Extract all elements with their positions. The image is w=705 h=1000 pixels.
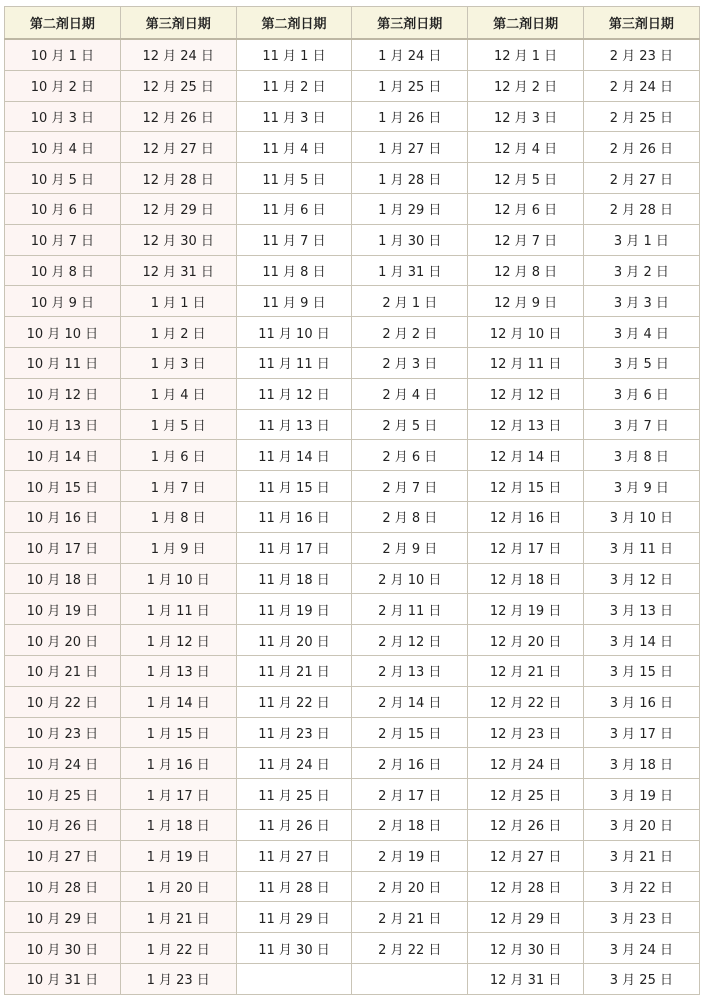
cell-second-dose-oct: 10 月 20 日	[5, 625, 121, 656]
cell-second-dose-oct: 10 月 5 日	[5, 163, 121, 194]
cell-second-dose-nov: 11 月 17 日	[236, 532, 352, 563]
cell-third-dose-dec: 3 月 18 日	[583, 748, 699, 779]
cell-third-dose-dec: 3 月 11 日	[583, 532, 699, 563]
cell-second-dose-nov: 11 月 27 日	[236, 840, 352, 871]
cell-second-dose-dec: 12 月 5 日	[468, 163, 584, 194]
cell-second-dose-oct: 10 月 30 日	[5, 933, 121, 964]
cell-third-dose-dec: 3 月 20 日	[583, 809, 699, 840]
cell-third-dose-nov: 1 月 29 日	[352, 193, 468, 224]
table-row	[5, 532, 700, 563]
cell-second-dose-dec: 12 月 7 日	[468, 224, 584, 255]
cell-third-dose-oct: 1 月 20 日	[120, 871, 236, 902]
cell-third-dose-oct: 1 月 5 日	[120, 409, 236, 440]
cell-third-dose-dec: 2 月 25 日	[583, 101, 699, 132]
cell-second-dose-nov: 11 月 20 日	[236, 625, 352, 656]
table-body	[5, 39, 700, 994]
table-row	[5, 963, 700, 994]
cell-third-dose-dec: 3 月 8 日	[583, 440, 699, 471]
cell-third-dose-nov: 1 月 24 日	[352, 39, 468, 70]
cell-third-dose-nov: 2 月 1 日	[352, 286, 468, 317]
header-second-dose-nov: 第二剤日期	[236, 7, 352, 40]
cell-second-dose-oct: 10 月 28 日	[5, 871, 121, 902]
cell-second-dose-dec: 12 月 22 日	[468, 686, 584, 717]
cell-second-dose-oct: 10 月 26 日	[5, 809, 121, 840]
table-row	[5, 686, 700, 717]
cell-third-dose-dec: 3 月 3 日	[583, 286, 699, 317]
cell-second-dose-nov: 11 月 10 日	[236, 317, 352, 348]
cell-second-dose-oct: 10 月 21 日	[5, 655, 121, 686]
table-row	[5, 655, 700, 686]
cell-third-dose-dec: 3 月 25 日	[583, 963, 699, 994]
cell-second-dose-dec: 12 月 31 日	[468, 963, 584, 994]
cell-second-dose-dec: 12 月 14 日	[468, 440, 584, 471]
cell-third-dose-nov: 2 月 8 日	[352, 501, 468, 532]
cell-third-dose-nov: 2 月 21 日	[352, 902, 468, 933]
table-row	[5, 840, 700, 871]
cell-second-dose-nov: 11 月 15 日	[236, 471, 352, 502]
cell-second-dose-dec: 12 月 20 日	[468, 625, 584, 656]
cell-second-dose-oct: 10 月 4 日	[5, 132, 121, 163]
cell-second-dose-oct: 10 月 23 日	[5, 717, 121, 748]
cell-third-dose-oct: 1 月 11 日	[120, 594, 236, 625]
cell-third-dose-dec: 3 月 4 日	[583, 317, 699, 348]
cell-third-dose-dec: 3 月 5 日	[583, 347, 699, 378]
cell-second-dose-nov: 11 月 21 日	[236, 655, 352, 686]
cell-second-dose-nov: 11 月 18 日	[236, 563, 352, 594]
cell-second-dose-dec: 12 月 23 日	[468, 717, 584, 748]
header-third-dose-nov: 第三剤日期	[352, 7, 468, 40]
cell-second-dose-oct: 10 月 2 日	[5, 70, 121, 101]
cell-third-dose-oct: 12 月 30 日	[120, 224, 236, 255]
table-row	[5, 193, 700, 224]
cell-second-dose-dec: 12 月 18 日	[468, 563, 584, 594]
cell-second-dose-oct: 10 月 14 日	[5, 440, 121, 471]
cell-second-dose-dec: 12 月 8 日	[468, 255, 584, 286]
cell-second-dose-dec: 12 月 29 日	[468, 902, 584, 933]
cell-third-dose-nov: 2 月 22 日	[352, 933, 468, 964]
cell-third-dose-oct: 12 月 28 日	[120, 163, 236, 194]
table-row	[5, 594, 700, 625]
cell-third-dose-nov: 2 月 11 日	[352, 594, 468, 625]
cell-third-dose-dec: 3 月 1 日	[583, 224, 699, 255]
cell-third-dose-oct: 12 月 29 日	[120, 193, 236, 224]
table-row	[5, 163, 700, 194]
cell-third-dose-dec: 2 月 27 日	[583, 163, 699, 194]
cell-second-dose-oct: 10 月 6 日	[5, 193, 121, 224]
cell-third-dose-dec: 3 月 16 日	[583, 686, 699, 717]
cell-third-dose-dec: 2 月 24 日	[583, 70, 699, 101]
cell-third-dose-nov: 2 月 17 日	[352, 779, 468, 810]
table-row	[5, 809, 700, 840]
cell-third-dose-oct: 1 月 19 日	[120, 840, 236, 871]
cell-second-dose-nov: 11 月 16 日	[236, 501, 352, 532]
header-third-dose-dec: 第三剤日期	[583, 7, 699, 40]
cell-second-dose-dec: 12 月 17 日	[468, 532, 584, 563]
header-second-dose-dec: 第二剤日期	[468, 7, 584, 40]
table-header	[5, 7, 700, 40]
cell-second-dose-dec: 12 月 2 日	[468, 70, 584, 101]
cell-third-dose-dec: 3 月 6 日	[583, 378, 699, 409]
cell-second-dose-dec: 12 月 12 日	[468, 378, 584, 409]
cell-second-dose-dec: 12 月 4 日	[468, 132, 584, 163]
cell-second-dose-oct: 10 月 27 日	[5, 840, 121, 871]
table-row	[5, 902, 700, 933]
cell-second-dose-dec: 12 月 6 日	[468, 193, 584, 224]
cell-third-dose-nov: 2 月 9 日	[352, 532, 468, 563]
cell-third-dose-oct: 1 月 14 日	[120, 686, 236, 717]
cell-second-dose-dec: 12 月 1 日	[468, 39, 584, 70]
cell-second-dose-oct: 10 月 7 日	[5, 224, 121, 255]
cell-third-dose-oct: 1 月 10 日	[120, 563, 236, 594]
cell-second-dose-oct: 10 月 25 日	[5, 779, 121, 810]
table-row	[5, 748, 700, 779]
table-row	[5, 471, 700, 502]
cell-third-dose-oct: 12 月 31 日	[120, 255, 236, 286]
cell-third-dose-dec: 3 月 12 日	[583, 563, 699, 594]
cell-second-dose-nov: 11 月 22 日	[236, 686, 352, 717]
table-row	[5, 317, 700, 348]
cell-second-dose-nov: 11 月 24 日	[236, 748, 352, 779]
cell-third-dose-nov: 2 月 13 日	[352, 655, 468, 686]
cell-third-dose-oct: 1 月 9 日	[120, 532, 236, 563]
cell-second-dose-oct: 10 月 8 日	[5, 255, 121, 286]
cell-third-dose-oct: 1 月 1 日	[120, 286, 236, 317]
cell-third-dose-oct: 1 月 15 日	[120, 717, 236, 748]
cell-third-dose-oct: 12 月 26 日	[120, 101, 236, 132]
table-row	[5, 501, 700, 532]
cell-second-dose-nov: 11 月 1 日	[236, 39, 352, 70]
table-row	[5, 101, 700, 132]
cell-third-dose-nov: 1 月 26 日	[352, 101, 468, 132]
cell-third-dose-dec: 3 月 24 日	[583, 933, 699, 964]
cell-second-dose-dec: 12 月 21 日	[468, 655, 584, 686]
cell-third-dose-dec: 3 月 22 日	[583, 871, 699, 902]
table-row	[5, 779, 700, 810]
cell-second-dose-nov: 11 月 5 日	[236, 163, 352, 194]
table-row	[5, 347, 700, 378]
table-row	[5, 224, 700, 255]
cell-second-dose-oct: 10 月 12 日	[5, 378, 121, 409]
cell-third-dose-nov: 1 月 30 日	[352, 224, 468, 255]
cell-second-dose-oct: 10 月 11 日	[5, 347, 121, 378]
cell-second-dose-nov: 11 月 28 日	[236, 871, 352, 902]
table-row	[5, 625, 700, 656]
cell-third-dose-oct: 12 月 24 日	[120, 39, 236, 70]
schedule-table-container	[4, 6, 700, 995]
table-row	[5, 563, 700, 594]
cell-third-dose-nov: 2 月 19 日	[352, 840, 468, 871]
cell-third-dose-nov	[352, 963, 468, 994]
cell-second-dose-dec: 12 月 27 日	[468, 840, 584, 871]
cell-second-dose-nov: 11 月 23 日	[236, 717, 352, 748]
table-row	[5, 717, 700, 748]
cell-second-dose-nov: 11 月 4 日	[236, 132, 352, 163]
cell-second-dose-oct: 10 月 31 日	[5, 963, 121, 994]
cell-third-dose-nov: 2 月 7 日	[352, 471, 468, 502]
cell-second-dose-oct: 10 月 16 日	[5, 501, 121, 532]
cell-second-dose-oct: 10 月 9 日	[5, 286, 121, 317]
cell-third-dose-oct: 1 月 22 日	[120, 933, 236, 964]
table-row	[5, 39, 700, 70]
cell-second-dose-dec: 12 月 3 日	[468, 101, 584, 132]
cell-third-dose-dec: 3 月 14 日	[583, 625, 699, 656]
cell-third-dose-dec: 2 月 26 日	[583, 132, 699, 163]
cell-third-dose-nov: 2 月 6 日	[352, 440, 468, 471]
cell-third-dose-oct: 1 月 3 日	[120, 347, 236, 378]
cell-third-dose-dec: 2 月 28 日	[583, 193, 699, 224]
cell-second-dose-dec: 12 月 15 日	[468, 471, 584, 502]
cell-second-dose-dec: 12 月 16 日	[468, 501, 584, 532]
cell-third-dose-nov: 2 月 4 日	[352, 378, 468, 409]
cell-third-dose-dec: 3 月 23 日	[583, 902, 699, 933]
cell-third-dose-dec: 3 月 7 日	[583, 409, 699, 440]
cell-second-dose-nov: 11 月 3 日	[236, 101, 352, 132]
cell-second-dose-nov: 11 月 13 日	[236, 409, 352, 440]
cell-third-dose-nov: 1 月 31 日	[352, 255, 468, 286]
cell-third-dose-oct: 1 月 7 日	[120, 471, 236, 502]
header-third-dose-oct: 第三剤日期	[120, 7, 236, 40]
cell-second-dose-oct: 10 月 17 日	[5, 532, 121, 563]
cell-second-dose-nov: 11 月 2 日	[236, 70, 352, 101]
cell-second-dose-oct: 10 月 22 日	[5, 686, 121, 717]
cell-second-dose-oct: 10 月 13 日	[5, 409, 121, 440]
cell-third-dose-oct: 1 月 12 日	[120, 625, 236, 656]
cell-third-dose-oct: 1 月 6 日	[120, 440, 236, 471]
table-row	[5, 378, 700, 409]
cell-third-dose-oct: 1 月 18 日	[120, 809, 236, 840]
cell-second-dose-dec: 12 月 25 日	[468, 779, 584, 810]
cell-second-dose-nov: 11 月 19 日	[236, 594, 352, 625]
cell-second-dose-nov: 11 月 25 日	[236, 779, 352, 810]
cell-second-dose-oct: 10 月 3 日	[5, 101, 121, 132]
cell-third-dose-nov: 2 月 14 日	[352, 686, 468, 717]
cell-third-dose-nov: 2 月 20 日	[352, 871, 468, 902]
cell-second-dose-dec: 12 月 28 日	[468, 871, 584, 902]
cell-third-dose-nov: 1 月 27 日	[352, 132, 468, 163]
table-row	[5, 132, 700, 163]
cell-third-dose-oct: 1 月 13 日	[120, 655, 236, 686]
cell-second-dose-oct: 10 月 1 日	[5, 39, 121, 70]
cell-third-dose-oct: 1 月 23 日	[120, 963, 236, 994]
cell-second-dose-nov: 11 月 8 日	[236, 255, 352, 286]
cell-second-dose-oct: 10 月 18 日	[5, 563, 121, 594]
cell-second-dose-dec: 12 月 26 日	[468, 809, 584, 840]
cell-second-dose-nov: 11 月 29 日	[236, 902, 352, 933]
cell-third-dose-oct: 1 月 4 日	[120, 378, 236, 409]
cell-third-dose-nov: 2 月 3 日	[352, 347, 468, 378]
cell-third-dose-dec: 3 月 2 日	[583, 255, 699, 286]
cell-second-dose-oct: 10 月 15 日	[5, 471, 121, 502]
cell-third-dose-dec: 3 月 21 日	[583, 840, 699, 871]
table-row	[5, 255, 700, 286]
cell-third-dose-nov: 2 月 5 日	[352, 409, 468, 440]
cell-second-dose-nov: 11 月 12 日	[236, 378, 352, 409]
cell-third-dose-dec: 2 月 23 日	[583, 39, 699, 70]
header-second-dose-oct: 第二剤日期	[5, 7, 121, 40]
table-row	[5, 70, 700, 101]
cell-second-dose-dec: 12 月 24 日	[468, 748, 584, 779]
cell-third-dose-nov: 2 月 2 日	[352, 317, 468, 348]
cell-third-dose-oct: 1 月 21 日	[120, 902, 236, 933]
table-row	[5, 440, 700, 471]
cell-third-dose-nov: 2 月 16 日	[352, 748, 468, 779]
table-row	[5, 286, 700, 317]
cell-second-dose-nov: 11 月 6 日	[236, 193, 352, 224]
cell-third-dose-oct: 1 月 17 日	[120, 779, 236, 810]
cell-third-dose-dec: 3 月 19 日	[583, 779, 699, 810]
cell-second-dose-nov: 11 月 9 日	[236, 286, 352, 317]
cell-second-dose-dec: 12 月 13 日	[468, 409, 584, 440]
cell-third-dose-oct: 1 月 8 日	[120, 501, 236, 532]
cell-second-dose-oct: 10 月 19 日	[5, 594, 121, 625]
cell-third-dose-nov: 1 月 25 日	[352, 70, 468, 101]
cell-second-dose-nov	[236, 963, 352, 994]
cell-second-dose-oct: 10 月 10 日	[5, 317, 121, 348]
table-row	[5, 871, 700, 902]
cell-third-dose-nov: 2 月 12 日	[352, 625, 468, 656]
cell-second-dose-dec: 12 月 19 日	[468, 594, 584, 625]
cell-third-dose-nov: 2 月 15 日	[352, 717, 468, 748]
cell-third-dose-nov: 1 月 28 日	[352, 163, 468, 194]
cell-second-dose-dec: 12 月 9 日	[468, 286, 584, 317]
cell-second-dose-oct: 10 月 29 日	[5, 902, 121, 933]
cell-second-dose-nov: 11 月 30 日	[236, 933, 352, 964]
cell-second-dose-nov: 11 月 11 日	[236, 347, 352, 378]
cell-third-dose-dec: 3 月 9 日	[583, 471, 699, 502]
table-row	[5, 409, 700, 440]
cell-third-dose-dec: 3 月 13 日	[583, 594, 699, 625]
cell-second-dose-dec: 12 月 30 日	[468, 933, 584, 964]
dose-schedule-table	[4, 6, 700, 995]
cell-third-dose-oct: 12 月 27 日	[120, 132, 236, 163]
cell-second-dose-dec: 12 月 11 日	[468, 347, 584, 378]
cell-second-dose-oct: 10 月 24 日	[5, 748, 121, 779]
header-row	[5, 7, 700, 40]
cell-third-dose-oct: 1 月 16 日	[120, 748, 236, 779]
cell-third-dose-nov: 2 月 10 日	[352, 563, 468, 594]
cell-third-dose-dec: 3 月 15 日	[583, 655, 699, 686]
cell-second-dose-dec: 12 月 10 日	[468, 317, 584, 348]
cell-third-dose-dec: 3 月 10 日	[583, 501, 699, 532]
cell-second-dose-nov: 11 月 14 日	[236, 440, 352, 471]
cell-third-dose-dec: 3 月 17 日	[583, 717, 699, 748]
cell-third-dose-oct: 12 月 25 日	[120, 70, 236, 101]
table-row	[5, 933, 700, 964]
cell-third-dose-nov: 2 月 18 日	[352, 809, 468, 840]
cell-third-dose-oct: 1 月 2 日	[120, 317, 236, 348]
cell-second-dose-nov: 11 月 26 日	[236, 809, 352, 840]
cell-second-dose-nov: 11 月 7 日	[236, 224, 352, 255]
